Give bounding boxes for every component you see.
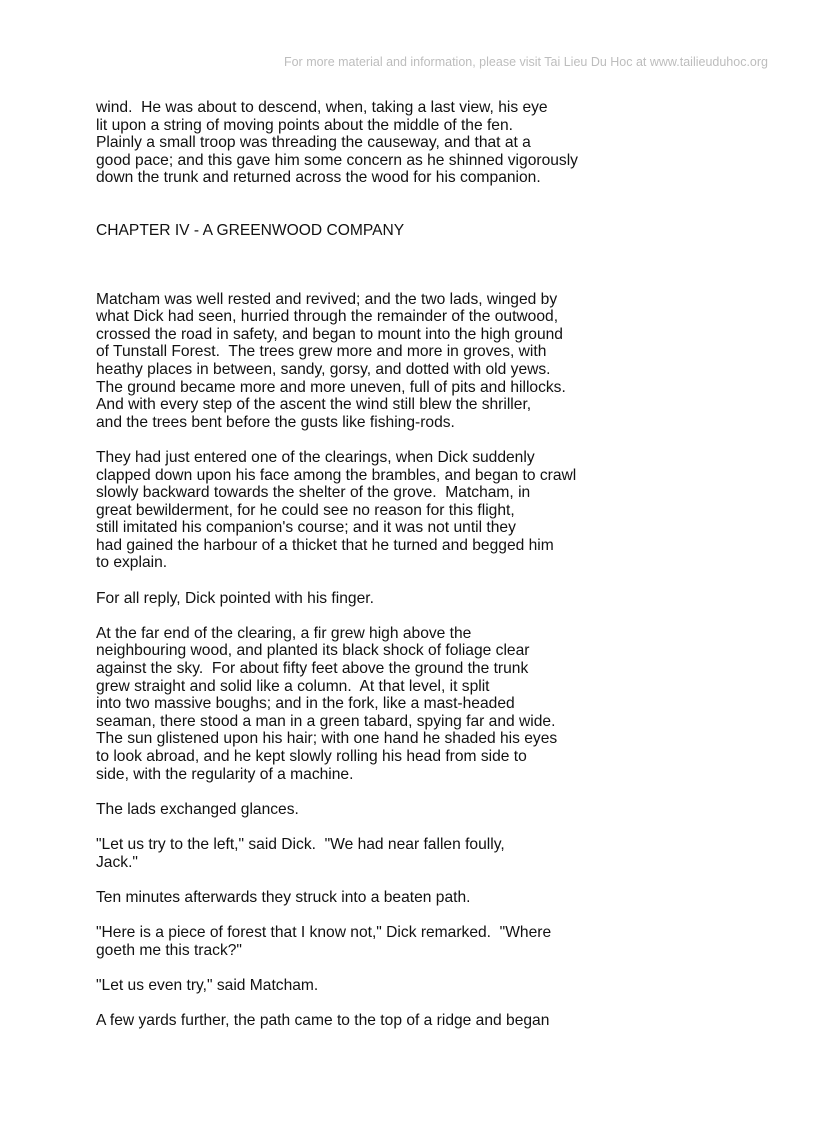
header-note: For more material and information, please visit Tai Lieu Du Hoc at www.tailieuduhoc.org — [283, 55, 768, 69]
text-line: The ground became more and more uneven, full of pits and hillocks. — [96, 378, 566, 396]
text-line: and the trees bent before the gusts like fishing-rods. — [96, 413, 455, 431]
text-line: lit upon a string of moving points about the middle of the fen. — [96, 116, 513, 134]
text-line: And with every step of the ascent the wind still blew the shriller, — [96, 396, 532, 414]
text-line: Ten minutes afterwards they struck into a beaten path. — [96, 888, 471, 906]
text-line: great bewilderment, for he could see no reason for this flight, — [96, 501, 515, 519]
paragraph — [96, 625, 786, 783]
paragraph — [96, 1012, 786, 1030]
paragraph — [96, 889, 786, 907]
text-line: "Let us even try," said Matcham. — [96, 976, 319, 994]
paragraph — [96, 291, 786, 432]
text-line: heathy places in between, sandy, gorsy, and dotted with old yews. — [96, 360, 551, 378]
text-line: The lads exchanged glances. — [96, 800, 299, 818]
text-line: into two massive boughs; and in the fork, like a mast-headed — [96, 695, 515, 713]
text-line: crossed the road in safety, and began to mount into the high ground — [96, 325, 563, 343]
text-line: A few yards further, the path came to the top of a ridge and began — [96, 1011, 550, 1029]
text-line: down the trunk and returned across the wood for his companion. — [96, 169, 541, 187]
text-line: clapped down upon his face among the brambles, and began to crawl — [96, 466, 577, 484]
text-line: grew straight and solid like a column. At that level, it split — [96, 677, 490, 695]
text-line: At the far end of the clearing, a fir grew high above the — [96, 624, 472, 642]
chapter-body — [96, 291, 786, 1030]
paragraph — [96, 977, 786, 995]
text-line: still imitated his companion's course; and it was not until they — [96, 519, 516, 537]
page-content — [96, 99, 786, 1047]
text-line: of Tunstall Forest. The trees grew more and more in groves, with — [96, 343, 547, 361]
paragraph — [96, 99, 786, 187]
text-line: against the sky. For about fifty feet above the ground the trunk — [96, 660, 529, 678]
paragraph — [96, 836, 786, 871]
text-line: "Let us try to the left," said Dick. "We had near fallen foully, — [96, 835, 505, 853]
text-line: goeth me this track?" — [96, 941, 242, 959]
text-line: slowly backward towards the shelter of the grove. Matcham, in — [96, 484, 531, 502]
paragraph — [96, 590, 786, 608]
text-line: For all reply, Dick pointed with his finger. — [96, 589, 374, 607]
text-line: "Here is a piece of forest that I know not," Dick remarked. "Where — [96, 923, 552, 941]
text-line: neighbouring wood, and planted its black shock of foliage clear — [96, 642, 530, 660]
text-line: to look abroad, and he kept slowly rolling his head from side to — [96, 748, 527, 765]
text-line: seaman, there stood a man in a green tabard, spying far and wide. — [96, 712, 556, 730]
text-line: Jack." — [96, 853, 138, 871]
text-line: Plainly a small troop was threading the causeway, and that at a — [96, 134, 531, 152]
text-line: to explain. — [96, 554, 168, 572]
paragraph — [96, 924, 786, 959]
text-line: Matcham was well rested and revived; and the two lads, winged by — [96, 290, 558, 308]
paragraph — [96, 449, 786, 572]
text-line: good pace; and this gave him some concern as he shinned vigorously — [96, 151, 578, 169]
text-line: wind. He was about to descend, when, taking a last view, his eye — [96, 99, 548, 116]
chapter-title: CHAPTER IV - A GREENWOOD COMPANY — [96, 221, 405, 239]
text-line: had gained the harbour of a thicket that he turned and begged him — [96, 536, 554, 554]
preceding-text — [96, 99, 786, 187]
text-line: side, with the regularity of a machine. — [96, 765, 354, 783]
text-line: what Dick had seen, hurried through the remainder of the outwood, — [96, 308, 559, 326]
paragraph — [96, 801, 786, 819]
text-line: The sun glistened upon his hair; with one hand he shaded his eyes — [96, 730, 558, 748]
text-line: They had just entered one of the clearings, when Dick suddenly — [96, 448, 535, 466]
